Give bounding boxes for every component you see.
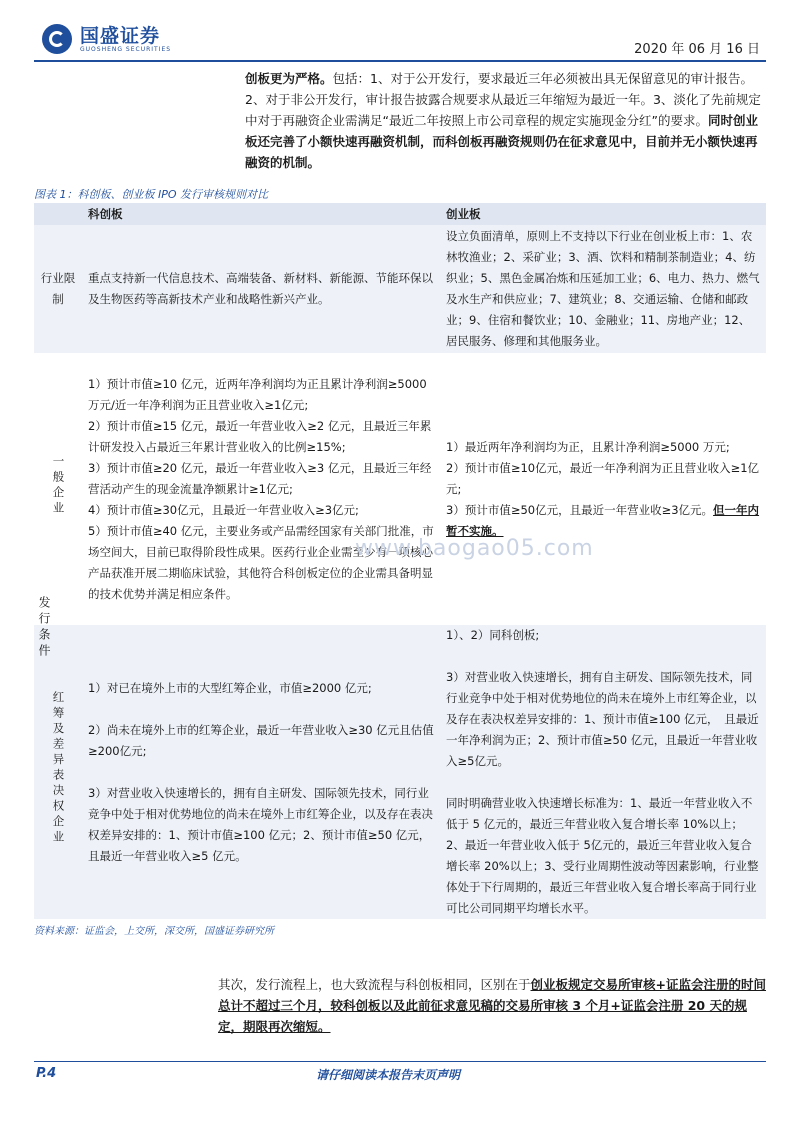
outro-text: 其次，发行流程上，也大致流程与科创板相同，区别在于	[218, 977, 531, 992]
outro-bold: 创业板规定交易所审核+证监会注册的时间总计不超过三个月，较科创板以及此前征求意见稿的交易所审核 3 个月+证监会注册 20 天的规定，期限再次缩短。	[218, 977, 766, 1034]
table-caption: 图表 1：科创板、创业板 IPO 发行审核规则对比	[34, 188, 269, 201]
star-redchip-item: 2）尚未在境外上市的红筹企业，最近一年营业收入≥30 亿元且估值≥200亿元;	[88, 722, 434, 758]
star-redchip-item: 1）对已在境外上市的大型红筹企业，市值≥2000 亿元;	[88, 680, 372, 695]
footer-disclaimer: 请仔细阅读本报告末页声明	[316, 1068, 461, 1082]
gem-general-note: 但一年内暂不实施。	[446, 502, 760, 538]
table-row-industry	[34, 225, 766, 353]
star-general-item: 1）预计市值≥10 亿元，近两年净利润均为正且累计净利润≥5000 万元/近一年净利润为正且营业收入≥1亿元;	[88, 376, 427, 412]
outro-paragraph	[218, 974, 766, 1037]
brand-logo	[42, 24, 171, 54]
gem-redchip-item: 3）对营业收入快速增长，拥有自主研发、国际领先技术，同行业竞争中处于相对优势地位的尚未在境外上市红筹企业，以及存在表决权差异安排的：1、预计市值≥100 亿元， 且最近一年净利润为正；2、预计市值≥50 亿元，且最近一年营业收入≥5亿元。	[446, 670, 759, 768]
col-header-star: 科创板	[88, 206, 123, 221]
watermark: www.baogao05.com	[355, 536, 594, 561]
gem-redchip-item: 同时明确营业收入快速增长标准为：1、最近一年营业收入不低于 5 亿元的，最近三年营业收入复合增长率 10%以上；2、最近一年营业收入低于 5亿元的，最近三年营业收入复合增长率 20%以上；3、受行业周期性波动等因素影响，行业整体处于下行周期的，最近三年营业收入复合增长率高于同行业可比公司同期平均增长水平。	[446, 796, 759, 915]
cell-gem-industry: 设立负面清单，原则上不支持以下行业在创业板上市：1、农林牧渔业；2、采矿业；3、酒、饮料和精制茶制造业；4、纺织业；5、黑色金属冶炼和压延加工业；6、电力、热力、燃气及水生产和供应业；7、建筑业；8、交通运输、仓储和邮政业；9、住宿和餐饮业；10、金融业；11、房地产业；12、居民服务、修理和其他服务业。	[446, 229, 760, 348]
page-number: P.4	[36, 1066, 57, 1081]
cell-star-industry: 重点支持新一代信息技术、高端装备、新材料、新能源、节能环保以及生物医药等高新技术产业和战略性新兴产业。	[88, 271, 433, 306]
intro-paragraph	[245, 68, 765, 173]
gem-general-item: 1）最近两年净利润均为正，且累计净利润≥5000 万元;	[446, 439, 730, 454]
col-header-gem: 创业板	[446, 206, 481, 221]
intro-bold-1: 创板更为严格。	[245, 71, 333, 86]
row-label-industry: 行业限制	[40, 271, 76, 306]
cell-star-general	[82, 353, 440, 625]
intro-bold-2: 同时创业板还完善了小额快速再融资机制，而科创板再融资规则仍在征求意见中，目前并无小额快速再融资的机制。	[245, 113, 758, 170]
table-header-row	[34, 203, 766, 225]
cell-gem-general	[440, 353, 766, 625]
gem-general-item: 3）预计市值≥50亿元，且最近一年营业收≥3亿元。但一年内暂不实施。	[446, 502, 760, 538]
star-redchip-item: 3）对营业收入快速增长的，拥有自主研发、国际领先技术，同行业竞争中处于相对优势地位的尚未在境外上市红筹企业，以及存在表决权差异安排的：1、预计市值≥100 亿元；2、预计市值≥50 亿元，且最近一年营业收入≥5 亿元。	[88, 785, 433, 863]
brand-name-en: GUOSHENG SECURITIES	[80, 45, 172, 53]
row-label-general: 一般企业	[51, 454, 66, 517]
report-date: 2020 年 06 月 16 日	[634, 42, 760, 57]
star-general-item: 5）预计市值≥40 亿元，主要业务或产品需经国家有关部门批准，市场空间大，目前已取得阶段性成果。医药行业企业需至少有一项核心产品获准开展二期临床试验，其他符合科创板定位的企业需具备明显的技术优势并满足相应条件。	[88, 523, 434, 601]
cell-gem-redchip	[440, 625, 766, 919]
group-label-issuance: 发行条件	[37, 596, 51, 660]
gem-redchip-item: 1）、2）同科创板;	[446, 628, 540, 642]
intro-text-1: 包括：1、对于公开发行，要求最近三年必须被出具无保留意见的审计报告。2、对于非公开发行，审计报告披露合规要求从最近三年缩短为最近一年。3、淡化了先前规定中对于再融资企业需满足“最近二年按照上市公司章程的规定实施现金分红”的要求。	[245, 71, 761, 128]
star-general-item: 4）预计市值≥30亿元，且最近一年营业收入≥3亿元;	[88, 502, 359, 517]
cell-star-redchip	[82, 625, 440, 919]
star-general-item: 2）预计市值≥15 亿元，最近一年营业收入≥2 亿元，且最近三年累计研发投入占最近三年累计营业收入的比例≥15%;	[88, 418, 432, 454]
table-row-general	[34, 353, 766, 625]
table-row-redchip	[34, 625, 766, 919]
footer-rule	[34, 1061, 766, 1062]
comparison-table	[34, 203, 766, 919]
header-rule	[34, 60, 766, 62]
table-source: 资料来源：证监会，上交所，深交所，国盛证券研究所	[34, 926, 274, 937]
brand-name: 国盛证券	[80, 24, 161, 47]
star-general-item: 3）预计市值≥20 亿元，最近一年营业收入≥3 亿元，且最近三年经营活动产生的现金流量净额累计≥1亿元;	[88, 460, 432, 496]
gem-general-item: 2）预计市值≥10亿元，最近一年净利润为正且营业收入≥1亿元;	[446, 460, 760, 496]
brand-logo-icon	[42, 24, 72, 54]
row-label-redchip: 红筹及差异表决权企业	[51, 691, 66, 846]
